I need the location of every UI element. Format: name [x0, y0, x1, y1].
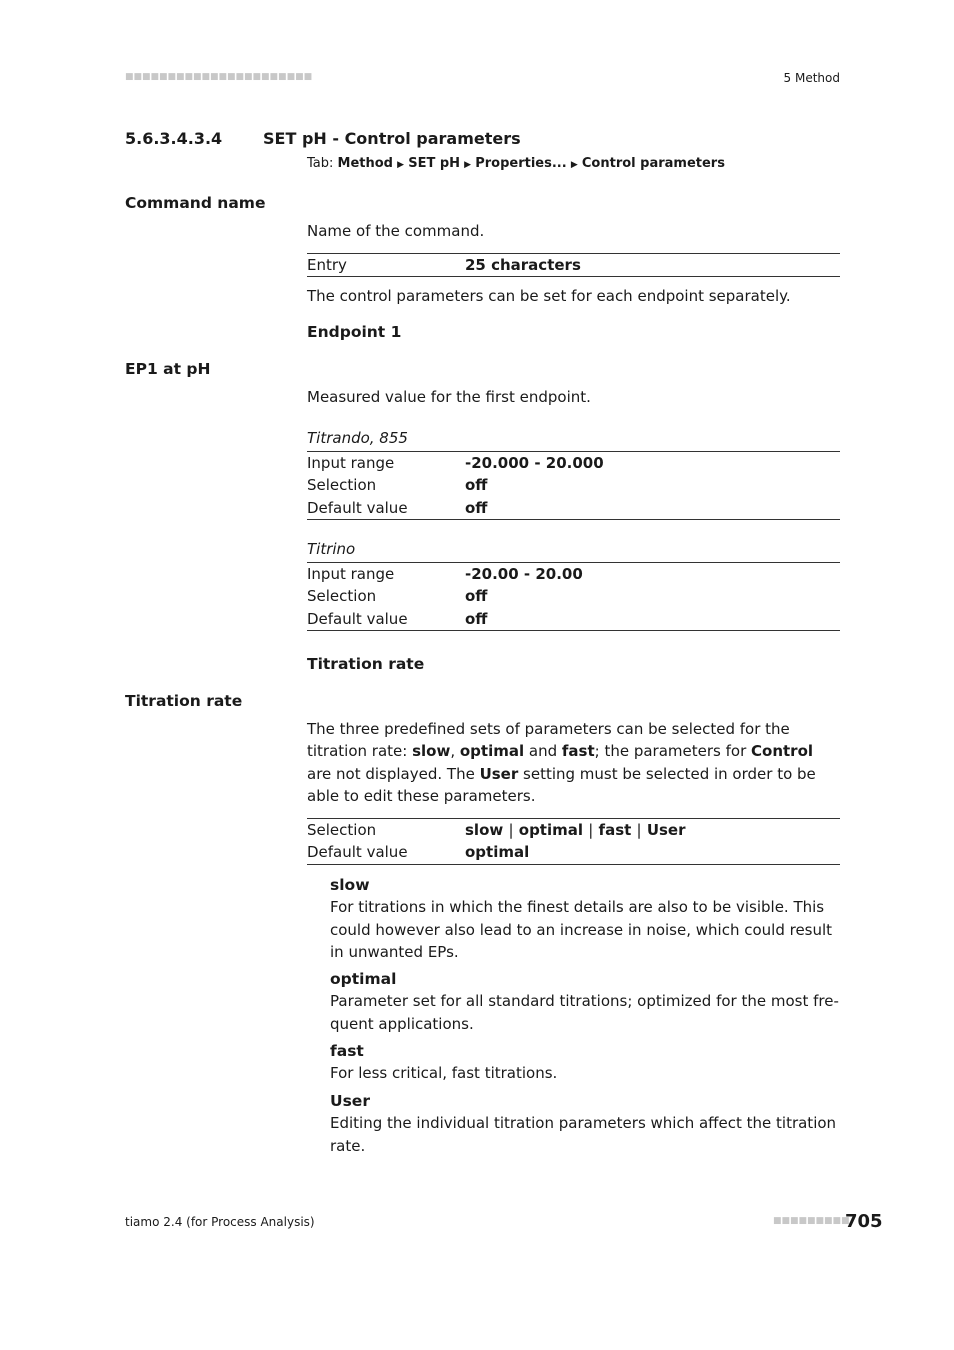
table-key: Entry	[307, 256, 347, 274]
text-run-bold: fast	[561, 742, 595, 761]
table-key: Input range	[307, 565, 395, 583]
text-run: setting must be selected in order to be able to edit these parameters.	[307, 764, 816, 805]
table-row	[307, 452, 840, 475]
option-value: User	[646, 821, 686, 839]
table-value	[465, 819, 840, 842]
definition-text: For titrations in which the finest details are also to be visible. This could however also lead to an increase in noise, which could result in unwanted EPs.	[330, 898, 833, 961]
definition-fast	[330, 1040, 842, 1085]
table-row	[307, 563, 840, 586]
definition-user	[330, 1090, 842, 1157]
tab-path-item: Properties...	[475, 156, 567, 171]
titrando-table	[307, 451, 840, 520]
footer-product: tiamo 2.4 (for Process Analysis)	[125, 1215, 315, 1229]
table-key: Selection	[307, 587, 377, 606]
titration-heading: Titration rate	[307, 655, 425, 673]
table-row	[307, 819, 840, 842]
ep1-label: EP1 at pH	[125, 360, 211, 378]
table-value: off	[465, 587, 488, 606]
text-run: The three predefined sets of parameters can be selected for the titration rate:	[307, 720, 790, 761]
table-value: off	[465, 476, 488, 495]
table-key: Default value	[307, 609, 408, 628]
endpoint-heading: Endpoint 1	[307, 323, 402, 341]
definition-text: For less critical, fast titrations.	[330, 1064, 558, 1083]
titration-description	[307, 718, 841, 807]
device-caption: Titrino	[307, 540, 356, 558]
table-key: Selection	[307, 476, 377, 495]
arrow-icon: ▶	[464, 160, 472, 170]
table-row	[307, 497, 840, 520]
table-key: Default value	[307, 498, 408, 517]
definition-text: Editing the individual titration parameters which affect the titration rate.	[330, 1114, 837, 1155]
titrino-table	[307, 562, 840, 631]
separator: |	[508, 821, 514, 839]
tab-path	[307, 156, 725, 171]
definition-slow	[330, 874, 842, 963]
chapter-label: 5 Method	[783, 71, 840, 85]
section-number: 5.6.3.4.3.4	[125, 129, 223, 148]
footer-decoration: ■■■■■■■■■	[773, 1216, 850, 1226]
device-caption: Titrando, 855	[307, 429, 408, 447]
header-decoration: ■■■■■■■■■■■■■■■■■■■■■■	[125, 72, 313, 82]
text-run-bold: User	[479, 764, 519, 783]
text-run-bold: optimal	[459, 742, 525, 761]
text-run-bold: slow	[412, 742, 451, 761]
option-value: slow	[465, 821, 504, 839]
definition-term: slow	[330, 876, 370, 894]
table-key: Input range	[307, 454, 395, 472]
command-name-table	[307, 253, 840, 277]
separator: |	[588, 821, 594, 839]
arrow-icon: ▶	[570, 160, 578, 170]
definition-term: fast	[330, 1042, 364, 1060]
table-value: off	[465, 609, 488, 628]
text-run: ,	[450, 742, 460, 761]
option-value: fast	[598, 821, 632, 839]
table-key: Selection	[307, 821, 377, 839]
arrow-icon: ▶	[397, 160, 405, 170]
table-row	[307, 608, 840, 631]
tab-path-item: Control parameters	[581, 156, 725, 171]
command-name-note: The control parameters can be set for each endpoint separately.	[307, 287, 791, 305]
ep1-description: Measured value for the first endpoint.	[307, 388, 591, 406]
command-name-description: Name of the command.	[307, 222, 485, 240]
tab-path-item: SET pH	[408, 156, 461, 171]
command-name-label: Command name	[125, 194, 266, 212]
table-value: 25 characters	[465, 256, 581, 274]
definition-optimal	[330, 968, 842, 1035]
separator: |	[636, 821, 642, 839]
table-row	[307, 474, 840, 496]
text-run-bold: Control	[751, 742, 814, 761]
option-value: optimal	[518, 821, 584, 839]
text-run: and	[524, 742, 562, 761]
table-key: Default value	[307, 843, 408, 862]
text-run: ; the parameters for	[594, 742, 752, 761]
table-value: off	[465, 498, 488, 517]
table-value: -20.00 - 20.00	[465, 565, 583, 583]
tab-prefix: Tab:	[307, 156, 338, 171]
titration-rate-label: Titration rate	[125, 692, 243, 710]
section-title: SET pH - Control parameters	[263, 129, 521, 148]
tab-path-item: Method	[337, 156, 393, 171]
table-value: optimal	[465, 843, 530, 862]
table-value: -20.000 - 20.000	[465, 454, 604, 472]
table-row	[307, 585, 840, 607]
definition-term: optimal	[330, 970, 397, 988]
table-row	[307, 254, 840, 277]
titration-table	[307, 818, 840, 865]
page-number: 705	[845, 1211, 883, 1232]
definition-term: User	[330, 1092, 370, 1110]
definition-text: Parameter set for all standard titrations; optimized for the most frequent applications.	[330, 992, 839, 1033]
table-row	[307, 841, 840, 864]
text-run: are not displayed. The	[307, 764, 480, 783]
